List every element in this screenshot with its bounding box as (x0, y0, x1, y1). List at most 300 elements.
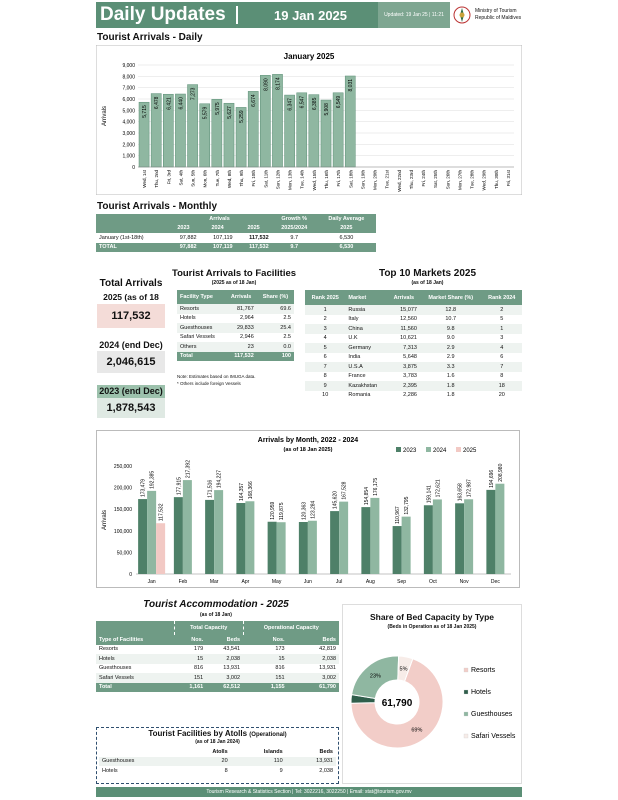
atolls-col: Beds (286, 747, 336, 757)
x-tick-label: Sat, 4th (178, 170, 184, 186)
daily-section-title: Tourist Arrivals - Daily (97, 32, 203, 43)
facilities-note: Note: Estimates based on IMUGA data. (177, 374, 256, 379)
accommodation-title: Tourist Accommodation - 2025 (143, 599, 289, 610)
month-bar (402, 517, 411, 574)
month-bar (370, 498, 379, 574)
legend-label: Hotels (471, 689, 491, 696)
cell: 2,038 (206, 654, 243, 664)
y-tick-label: 5,000 (122, 108, 135, 115)
x-tick-label: Fri, 10th (251, 170, 257, 187)
cell: 107,119 (213, 234, 233, 241)
x-tick-label: Thu, 16th (324, 170, 329, 190)
monthly-head-blank (96, 214, 167, 224)
table-row (305, 362, 522, 372)
legend-swatch (464, 690, 468, 694)
atolls-col: Atolls (184, 747, 231, 757)
cell: Guesthouses (177, 323, 225, 333)
cell: 7,313 (388, 343, 420, 353)
cell: 8 (224, 767, 228, 774)
y-tick-label: 7,000 (122, 85, 135, 92)
cell: 62,512 (206, 683, 243, 693)
cell: 13,931 (223, 665, 241, 672)
table-row (305, 343, 522, 353)
y-tick-label: 150,000 (113, 507, 132, 514)
acc-col: Beds (288, 635, 339, 645)
acc-group-total: Total Capacity (174, 621, 243, 635)
cell: Hotels (96, 654, 174, 664)
ministry-block (452, 4, 532, 26)
cell: 15 (174, 654, 206, 664)
table-total-row (96, 243, 376, 253)
atolls-title-wrap (96, 729, 339, 738)
cell: 9.0 (446, 335, 455, 342)
monthly-col: 2025 (236, 224, 272, 234)
cell: Others (177, 342, 225, 352)
cell: 179 (194, 646, 204, 653)
month-bar (330, 511, 339, 574)
table-row (96, 233, 376, 243)
monthly-sub-blank (96, 224, 167, 234)
x-tick-label: Sat, 11th (263, 170, 269, 188)
month-bar (433, 499, 442, 574)
monthly-col: 2024 (200, 224, 236, 234)
bar-value-label: 172,621 (435, 479, 442, 498)
cell: 3,002 (288, 673, 339, 683)
bar-value-label: 120,363 (301, 501, 308, 521)
legend-label: 2025 (463, 448, 477, 454)
cell: Russia (345, 305, 387, 315)
cell: 9.7 (290, 234, 299, 241)
cell: Safari Vessels (96, 673, 174, 683)
bar-value-label: 132,795 (404, 496, 411, 515)
bar-value-label: 145,620 (332, 491, 339, 510)
legend-label: Guesthouses (471, 711, 513, 718)
bar-value-label: 208,980 (497, 463, 504, 482)
facilities-table (177, 290, 294, 361)
table-row (177, 304, 294, 314)
facilities-note-others: * Others include foreign Vessels (177, 381, 241, 386)
bar-value-label: 163,658 (457, 483, 464, 502)
bar-value-label: 8,174 (275, 77, 282, 90)
atolls-title: Tourist Facilities by Atolls (148, 729, 248, 738)
month-bar (299, 522, 308, 574)
cell: 5 (500, 316, 504, 323)
month-bar (138, 499, 147, 574)
table-row (305, 315, 522, 325)
bar-value-label: 164,357 (238, 482, 245, 501)
cell: 10,621 (400, 335, 417, 342)
cell: 107,119 (200, 243, 236, 253)
table-row (305, 353, 522, 363)
legend-swatch (464, 734, 468, 738)
cell: 3,002 (206, 673, 243, 683)
bar-value-label: 194,227 (216, 470, 223, 489)
title-divider (236, 6, 238, 24)
cell: January (1st-18th) (99, 234, 144, 241)
bar-value-label: 173,479 (140, 478, 147, 498)
pie-slice-label: 69% (411, 727, 423, 734)
x-tick-label: Mon, 27th (457, 170, 463, 191)
month-bar (214, 490, 223, 574)
month-bar (339, 502, 348, 574)
table-row (99, 757, 336, 767)
month-bar (156, 523, 165, 574)
x-tick-label: Aug (365, 579, 375, 585)
cell: Guesthouses (99, 665, 132, 672)
y-tick-label: 3,000 (122, 131, 135, 137)
cell: 1.8 (420, 381, 482, 391)
accommodation-subtitle: (as of 18 Jan) (200, 612, 232, 618)
monthly-head-arrivals: Arrivals (167, 214, 271, 224)
report-date: 19 Jan 2025 (274, 7, 348, 23)
cell: 8 (323, 373, 327, 380)
cell: Hotels (102, 767, 118, 774)
x-tick-label: Feb (178, 579, 188, 585)
month-bar (147, 491, 156, 574)
cell: 100 (257, 352, 294, 362)
bar-value-label: 119,875 (279, 502, 286, 521)
x-tick-label: Jun (303, 579, 312, 585)
bar-value-label: 6,440 (178, 97, 185, 110)
month-bar (495, 484, 504, 574)
y-tick-label: 0 (129, 572, 132, 578)
kpi-2023-value: 1,878,543 (97, 398, 165, 418)
facilities-title: Tourist Arrivals to Facilities (171, 268, 297, 279)
bar-value-label: 6,547 (299, 95, 306, 109)
cell: 110 (231, 757, 286, 767)
cell: China (345, 324, 387, 334)
cell: Romania (348, 392, 371, 399)
pie-slice-label: 23% (369, 673, 381, 680)
cell: 151 (243, 673, 287, 683)
cell: 29,833 (225, 323, 256, 333)
bar-value-label: 192,385 (149, 470, 156, 489)
month-bar (245, 501, 254, 574)
cell: U.K (348, 335, 358, 342)
bar-value-label: 110,967 (395, 506, 402, 525)
chart-title: January 2025 (283, 52, 335, 61)
acc-col: Nos. (174, 635, 206, 645)
bar-value-label: 6,478 (154, 96, 161, 110)
ministry-emblem-icon (452, 5, 472, 25)
cell: 117,532 (236, 243, 272, 253)
month-bar (205, 500, 214, 574)
cell: 15,077 (388, 305, 420, 315)
cell: 2.9 (420, 343, 482, 353)
legend-label: 2023 (403, 448, 417, 454)
cell: 12,560 (400, 316, 417, 323)
table-row (96, 673, 339, 683)
bar-value-label: 6,549 (336, 95, 343, 109)
cell: 2,964 (240, 315, 254, 322)
atolls-col: Islands (231, 747, 286, 757)
table-row (305, 372, 522, 382)
cell: Safari Vessels (180, 334, 215, 341)
kpi-2024-label: 2024 (end Dec) (99, 340, 163, 350)
x-tick-label: Sat, 25th (433, 170, 439, 189)
legend-swatch (426, 447, 431, 452)
bar-value-label: 6,421 (166, 97, 173, 110)
cell: 61,790 (288, 683, 339, 693)
pie-center-label: 61,790 (381, 698, 413, 709)
cell: 42,819 (319, 646, 336, 653)
monthly-table (96, 214, 376, 252)
y-tick-label: 0 (132, 165, 135, 171)
acc-head-blank (96, 621, 174, 635)
page-title: Daily Updates (100, 4, 226, 25)
cell: Total (96, 683, 174, 693)
cell: 9.7 (272, 243, 317, 253)
cell: India (348, 354, 361, 361)
markets-col: Arrivals (388, 290, 420, 305)
cell: 117,532 (225, 352, 256, 362)
markets-subtitle: (as of 18 Jan) (411, 280, 444, 286)
legend-label: 2024 (433, 448, 447, 454)
pie-title: Share of Bed Capacity by Type (369, 612, 495, 622)
cell: 69.6 (257, 304, 294, 314)
cell: Italy (348, 316, 359, 323)
bar-value-label: 172,987 (466, 479, 473, 498)
cell: 2 (482, 305, 522, 315)
cell: 1,161 (174, 683, 206, 693)
cell: 6 (500, 354, 504, 361)
cell: 25.4 (257, 323, 294, 333)
y-tick-label: 8,000 (122, 74, 135, 81)
facilities-col: Facility Type (177, 290, 225, 304)
x-tick-label: Mon, 6th (202, 170, 208, 188)
cell: 6,530 (339, 234, 354, 241)
bar-value-label: 168,366 (247, 481, 254, 500)
cell: U.S.A (345, 362, 387, 372)
arrivals-by-month-chart (96, 430, 520, 588)
table-total-row (96, 683, 339, 693)
bar-value-label: 194,696 (488, 469, 495, 488)
bar-value-label: 5,715 (142, 105, 149, 118)
markets-col: Rank 2024 (482, 290, 522, 305)
table-row (177, 342, 294, 352)
x-tick-label: Thu, 2nd (154, 170, 160, 188)
bar-value-label: 6,674 (251, 94, 258, 107)
legend-swatch (464, 712, 468, 716)
legend-swatch (456, 447, 461, 452)
markets-col: Market (345, 290, 387, 305)
cell: 10.7 (445, 316, 457, 323)
cell: 9.8 (420, 324, 482, 334)
month-bar (174, 497, 183, 574)
cell: 18 (482, 381, 522, 391)
bar-value-label: 5,908 (324, 103, 330, 116)
cell: Germany (345, 343, 387, 353)
x-tick-label: Wed, 29th (481, 170, 487, 191)
monthly-col: 2023 (167, 224, 199, 234)
table-total-row (177, 352, 294, 362)
cell: 97,882 (167, 243, 199, 253)
x-tick-label: Mar (209, 579, 219, 585)
accommodation-table (96, 621, 339, 692)
cell: 816 (194, 665, 204, 672)
cell: 43,541 (223, 646, 241, 653)
cell: Guesthouses (99, 757, 184, 767)
month-bar (308, 521, 317, 574)
cell: 5 (305, 343, 345, 353)
cell: 2,038 (319, 767, 333, 774)
x-tick-label: Wed, 1st (142, 170, 148, 188)
header-banner (96, 2, 378, 28)
bar-value-label: 5,579 (202, 106, 209, 120)
cell: 3.3 (420, 362, 482, 372)
bar-value-label: 217,392 (185, 460, 192, 479)
cell: 5,648 (403, 354, 417, 361)
monthly-col: 2025 (317, 224, 376, 234)
updated-badge: Updated: 19 Jan 25 | 11:21 (378, 2, 450, 28)
month-bar (486, 490, 495, 574)
facilities-subtitle: (2025 as of 18 Jan) (211, 280, 257, 286)
cell: 6,530 (317, 243, 376, 253)
cell: Total (177, 352, 225, 362)
cell: 15 (243, 654, 287, 664)
y-axis-label: Arrivals (102, 509, 108, 531)
y-tick-label: 9,000 (122, 63, 135, 69)
table-row (305, 391, 522, 401)
monthly-head-growth: Growth % (272, 214, 317, 224)
cell: Resorts (177, 304, 225, 314)
x-tick-label: Oct (428, 579, 437, 585)
bar-value-label: 7,273 (190, 87, 197, 101)
cell: 3 (500, 335, 504, 342)
x-tick-label: Fri, 3rd (166, 170, 172, 185)
kpi-2025-value: 117,532 (97, 304, 165, 328)
cell: 12.8 (420, 305, 482, 315)
bar-value-label: 176,175 (372, 477, 379, 496)
x-tick-label: Wed, 8th (226, 170, 232, 188)
cell: 0.0 (257, 342, 294, 352)
bed-capacity-pie (342, 632, 522, 782)
cell: 10 (322, 392, 329, 399)
month-bar (393, 526, 402, 574)
y-tick-label: 6,000 (122, 97, 135, 103)
month-bar (455, 503, 464, 574)
table-row (177, 323, 294, 333)
cell: 3,875 (388, 362, 420, 372)
cell: 13,931 (319, 665, 336, 672)
x-tick-label: Tue, 14th (299, 170, 305, 189)
cell: 1.8 (446, 392, 455, 399)
table-row (177, 333, 294, 343)
table-row (96, 654, 339, 664)
bar-value-label: 177,915 (176, 477, 183, 496)
atolls-subtitle: (as of 18 Jan 2024) (195, 739, 240, 745)
pie-slice-label: 5% (399, 666, 408, 673)
monthly-col: 2025/2024 (272, 224, 317, 234)
bar-value-label: 5,627 (226, 106, 233, 119)
y-tick-label: 100,000 (113, 528, 132, 535)
bar-value-label: 159,141 (426, 485, 433, 504)
atolls-col-blank (99, 747, 184, 757)
atolls-table (99, 747, 336, 776)
cell: 151 (174, 673, 206, 683)
cell: 2,395 (388, 381, 420, 391)
facilities-col: Share (%) (257, 290, 294, 304)
bar-value-label: 6,347 (287, 98, 294, 111)
legend-swatch (396, 447, 401, 452)
chart-title: Arrivals by Month, 2022 - 2024 (257, 437, 359, 444)
x-tick-label: Sat, 18th (348, 170, 354, 189)
y-tick-label: 2,000 (122, 142, 135, 149)
month-bar (183, 480, 192, 574)
x-tick-label: Dec (490, 579, 500, 585)
y-tick-label: 200,000 (113, 485, 132, 492)
x-tick-label: Mon, 20th (372, 170, 378, 191)
x-tick-label: Sun, 5th (190, 170, 196, 187)
cell: 1.6 (446, 373, 455, 380)
cell: 81,767 (225, 304, 256, 314)
cell: 97,882 (179, 234, 197, 241)
table-row (96, 664, 339, 674)
cell: France (348, 373, 366, 380)
facilities-col: Arrivals (225, 290, 256, 304)
atolls-title-suffix: (Operational) (249, 732, 287, 738)
acc-group-operational: Operational Capacity (243, 621, 339, 635)
x-tick-label: Wed, 15th (311, 170, 317, 191)
month-bar (277, 522, 286, 574)
cell: 7 (482, 362, 522, 372)
month-bar (361, 507, 370, 574)
cell: 2 (323, 316, 327, 323)
x-tick-label: May (271, 579, 282, 585)
chart-subtitle: (as of 18 Jan 2025) (283, 447, 333, 453)
cell: 9 (305, 381, 345, 391)
x-tick-label: Sep (397, 579, 407, 585)
x-tick-label: Mon, 13th (287, 170, 293, 191)
monthly-head-daily: Daily Average (317, 214, 376, 224)
cell: 1 (482, 324, 522, 334)
cell: 1 (305, 305, 345, 315)
x-tick-label: Jan (147, 579, 156, 585)
markets-col: Market Share (%) (420, 290, 482, 305)
pie-subtitle: (Beds in Operation as of 18 Jan 2025) (387, 624, 477, 630)
cell: Hotels (180, 315, 196, 322)
bar-value-label: 5,975 (214, 102, 221, 115)
cell: 4 (323, 335, 327, 342)
markets-title: Top 10 Markets 2025 (378, 268, 477, 279)
kpi-2023-label: 2023 (end Dec) (97, 385, 165, 398)
bar-value-label: 167,528 (341, 481, 348, 500)
cell: 3,783 (403, 373, 417, 380)
x-tick-label: Fri, 31st (505, 170, 511, 187)
legend-swatch (464, 668, 468, 672)
cell: 1,155 (243, 683, 287, 693)
bar-value-label: 120,959 (270, 501, 277, 520)
bar-value-label: 117,532 (158, 503, 165, 522)
x-tick-label: Wed, 22nd (396, 170, 402, 192)
x-tick-label: Tue, 21st (384, 170, 390, 189)
bar-value-label: 123,284 (310, 500, 317, 519)
x-tick-label: Fri, 17th (336, 170, 342, 187)
cell: 9 (279, 767, 283, 774)
month-bar (424, 505, 433, 574)
x-tick-label: Sun, 12th (275, 170, 281, 190)
cell: 2.5 (283, 334, 291, 341)
cell: 11,560 (388, 324, 420, 334)
table-row (96, 645, 339, 655)
x-tick-label: Thu, 23rd (408, 170, 414, 190)
x-tick-label: Fri, 24th (421, 170, 427, 187)
cell: 3 (305, 324, 345, 334)
markets-col: Rank 2025 (305, 290, 345, 305)
cell: 173 (275, 646, 285, 653)
cell: 13,931 (286, 757, 336, 767)
table-row (305, 324, 522, 334)
